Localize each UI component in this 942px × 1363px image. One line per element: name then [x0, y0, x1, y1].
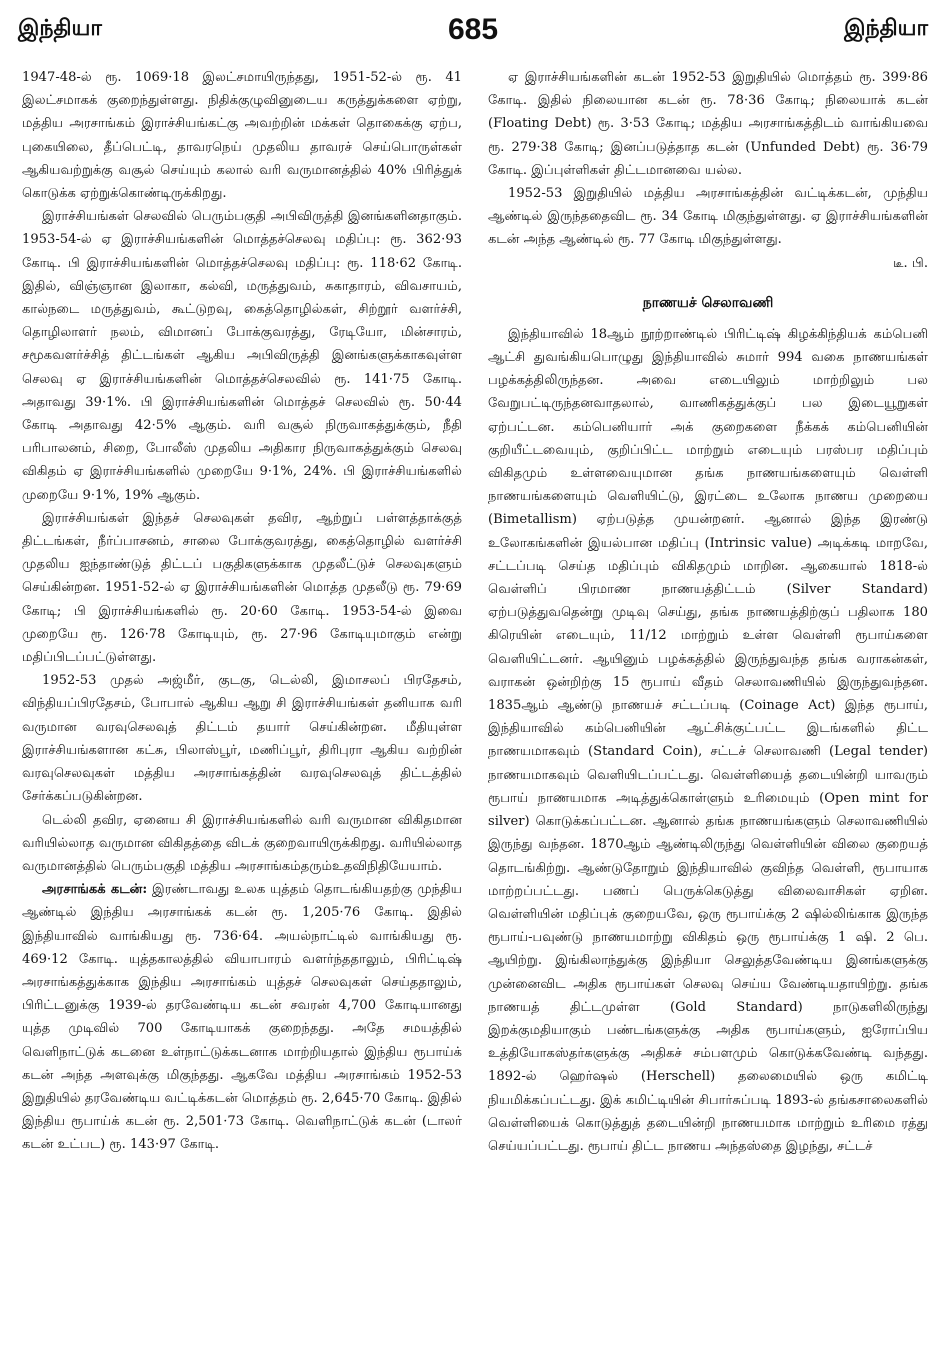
paragraph-body: இரண்டாவது உலக யுத்தம் தொடங்கியதற்கு முந்திய ஆண்டில் இந்திய அரசாங்கக் கடன் ரூ. 1,205·76 கோடி. இதில் இந்தியாவில் வாங்கியது ரூ. 736·64. அயல்நாட்டில் வாங்கியது ரூ. 469·12 கோடி. யுத்தகாலத்தில் வியாபாரம் வளர்ந்ததாலும், பிரிட்டிஷ் அரசாங்கத்துக்காக இந்திய அரசாங்கம் யுத்தச் செலவுகள் செய்ததாலும், பிரிட்டனுக்கு 1939-ல் தரவேண்டிய கடன் சவரன் 4,700 கோடியானது யுத்த முடிவில் 700 கோடியாகக் குறைந்தது. அதே சமயத்தில் வெளிநாட்டுக் கடனை உள்நாட்டுக்கடனாக மாற்றியதால் இந்திய ரூபாய்க் கடன் அந்த அளவுக்கு மிகுந்தது. ஆகவே மத்திய அரசாங்கம் 1952-53 இறுதியில் தரவேண்டிய வட்டிக்கடன் மொத்தம் ரூ. 2,645·70 கோடி. இதில் இந்திய ரூபாய்க் கடன் ரூ. 2,501·73 கோடி. வெளிநாட்டுக் கடன் (டாலர் கடன் உட்பட) ரூ. 143·97 கோடி. — [22, 882, 462, 1153]
paragraph: 1947-48-ல் ரூ. 1069·18 இலட்சமாயிருந்தது, 1951-52-ல் ரூ. 41 இலட்சமாகக் குறைந்துள்ளது. நிதிக்குழுவினுடைய கருத்துக்களை ஏற்று, மத்திய அரசாங்கம் இராச்சியங்கட்கு அவற்றின் மக்கள் தொகைக்கு ஏற்ப, புகையிலை, தீப்பெட்டி, தாவரநெய் முதலிய தாவரச் செய்பொருள்கள் ஆகியவற்றுக்கு வசூல் செய்யும் கலால் வரி வருமானத்தில் 40% பிரித்துக் கொடுக்க ஏற்றுக்கொண்டிருக்கிறது. — [22, 70, 462, 202]
paragraph: டெல்லி தவிர, ஏனைய சி இராச்சியங்களில் வரி வருமான விகிதமான வரியில்லாத வருமான விகிதத்தை விடக் குறைவாயிருக்கிறது. வரியில்லாத வருமானத்தில் பெரும்பகுதி மத்திய அரசாங்கம்தரும்உதவிநிதியேயாம். — [22, 812, 462, 874]
section-heading: நாணயச் செலாவணி — [642, 294, 774, 311]
running-head-right: இந்தியா — [844, 16, 928, 41]
text-columns — [22, 66, 928, 1359]
paragraph: இராச்சியங்கள் செலவில் பெரும்பகுதி அபிவிருத்தி இனங்களினதாகும். 1953-54-ல் ஏ இராச்சியங்களின் மொத்தச்செலவு மதிப்பு: ரூ. 362·93 கோடி. பி இராச்சியங்களின் மொத்தச்செலவு மதிப்பு: ரூ. 118·62 கோடி. இதில், விஞ்ஞான இலாகா, கல்வி, மருத்துவம், சுகாதாரம், விவசாயம், கால்நடை மருத்துவம், கூட்டுறவு, கைத்தொழில்கள், சிற்றூர் வளர்ச்சி, தொழிலாளர் நலம், விமானப் போக்குவரத்து, ரேடியோ, மின்சாரம், சமூகவளர்ச்சித் திட்டங்கள் ஆகிய அபிவிருத்தி இனங்களுக்காகவுள்ள செலவு ஏ இராச்சியங்களின் மொத்தச்செலவில் ரூ. 141·75 கோடி. அதாவது 39·1%. பி இராச்சியங்களின் மொத்தச் செலவில் ரூ. 50·44 கோடி அதாவது 42·5% ஆகும். வரி வசூல் நிருவாகத்துக்கும், நீதி பரிபாலனம், சிறை, போலீஸ் முதலிய அதிகார நிருவாகத்துக்கும் செலவு விகிதம் ஏ இராச்சியங்களில் முறையே 9·1%, 24%. பி இராச்சியங்களில் முறையே 9·1%, 19% ஆகும். — [22, 209, 462, 503]
running-head-left: இந்தியா — [18, 16, 102, 41]
paragraph: ஏ இராச்சியங்களின் கடன் 1952-53 இறுதியில் மொத்தம் ரூ. 399·86 கோடி. இதில் நிலையான கடன் ரூ. 78·36 கோடி; நிலையாக் கடன் (Floating Debt) ரூ. 3·53 கோடி; மத்திய அரசாங்கத்திடம் வாங்கியவை ரூ. 279·38 கோடி; இனப்படுத்தாத கடன் (Unfunded Debt) ரூ. 36·79 கோடி. இப்புள்ளிகள் திட்டமானவை யல்ல. — [488, 70, 928, 178]
left-column — [22, 66, 462, 1359]
paragraph: 1952-53 முதல் அஜ்மீர், குடகு, டெல்லி, இமாசலப் பிரதேசம், விந்தியப்பிரதேசம், போபால் ஆகிய ஆறு சி இராச்சியங்கள் தனியாக வரி வருமான வரவுசெலவுத் திட்டம் தயார் செய்கின்றன. மீதியுள்ள இராச்சியங்களான கட்சு, பிலாஸ்பூர், மணிப்பூர், திரிபுரா ஆகிய வற்றின் வரவுசெலவுகள் மத்திய அரசாங்கத்தின் வரவுசெலவுத் திட்டத்தில் சேர்க்கப்படுகின்றன. — [22, 673, 462, 805]
paragraph-public-debt — [22, 878, 462, 1156]
paragraph-lead-in: அரசாங்கக் கடன்: — [42, 882, 148, 898]
paragraph: இராச்சியங்கள் இந்தச் செலவுகள் தவிர, ஆற்றுப் பள்ளத்தாக்குத் திட்டங்கள், நீர்ப்பாசனம், சாலை போக்குவரத்து, கைத்தொழில் வளர்ச்சி முதலிய ஐந்தாண்டுத் திட்டப் பகுதிகளுக்காக முதலீட்டுச் செலவுகளும் செய்கின்றன. 1951-52-ல் ஏ இராச்சியங்களின் மொத்த முதலீடு ரூ. 79·69 கோடி; பி இராச்சியங்களில் ரூ. 20·60 கோடி. 1953-54-ல் இவை முறையே ரூ. 126·78 கோடியும், ரூ. 27·96 கோடியுமாகும் என்று மதிப்பிடப்பட்டுள்ளது. — [22, 510, 462, 666]
page-number: 685 — [447, 13, 499, 46]
right-column — [488, 66, 928, 1359]
running-head — [18, 10, 928, 50]
author-initials: டீ. பி. — [893, 255, 928, 271]
paragraph: இந்தியாவில் 18ஆம் நூற்றாண்டில் பிரிட்டிஷ் கிழக்கிந்தியக் கம்பெனி ஆட்சி துவங்கியபொழுது இந்தியாவில் சுமார் 994 வகை நாணயங்கள் பழக்கத்திலிருந்தன. அவை எடையிலும் மாற்றிலும் பல வேறுபட்டிருந்தனவாதலால், வாணிகத்துக்குப் பல இடையூறுகள் ஏற்பட்டன. கம்பெனியார் அக் குறைகளை நீக்கக் கம்பெனியின் குறியீட்டவையும், குறிப்பிட்ட மாற்றும் எடையும் பரஸ்பர மதிப்பும் விகிதமும் உள்ளவையுமான தங்க நாணயங்களையும் வெள்ளி நாணயங்களையும் வெளியிட்டு, இரட்டை உலோக நாணய முறையை (Bimetallism) ஏற்படுத்த முயன்றனர். ஆனால் இந்த இரண்டு உலோகங்களின் இயல்பான மதிப்பு (Intrinsic value) அடிக்கடி மாறவே, சட்டப்படி செய்த மதிப்பும் விகிதமும் மாறின. ஆகையால் 1818-ல் வெள்ளிப் பிரமாண நாணயத்திட்டம் (Silver Standard) ஏற்படுத்துவதென்று முடிவு செய்து, தங்க நாணயத்திற்குப் பதிலாக 180 கிரெயின் எடையும், 11/12 மாற்றும் உள்ள வெள்ளி ரூபாய்களை வெளியிட்டனர். ஆயினும் பழக்கத்தில் இருந்துவந்த தங்க வராகன்கள், வராகன் ஒன்றிற்கு 15 ரூபாய் வீதம் செலாவணியில் இருந்துவந்தன. 1835ஆம் ஆண்டு நாணயச் சட்டப்படி (Coinage Act) இந்த ரூபாய், இந்தியாவில் கம்பெனியின் ஆட்சிக்குட்பட்ட இடங்களில் திட்ட நாணயமாகவும் (Standard Coin), சட்டச் செலாவணி (Legal tender) நாணயமாகவும் வெளியிடப்பட்டது. வெள்ளியைத் தடையின்றி யாவரும் ரூபாய் நாணயமாக அடித்துக்கொள்ளும் உரிமையும் (Open mint for silver) கொடுக்கப்பட்டன. ஆனால் தங்க நாணயங்களும் செலாவணியில் இருந்து வந்தன. 1870ஆம் ஆண்டிலிருந்து வெள்ளியின் விலை குறையத் தொடங்கிற்று. ஆண்டுதோறும் இந்தியாவில் குவிந்த வெள்ளி, ரூபாயாக மாற்றப்பட்டது. பணப் பெருக்கெடுத்து விலைவாசிகள் ஏறின. வெள்ளியின் மதிப்புக் குறையவே, ஒரு ரூபாய்க்கு 2 ஷில்லிங்காக இருந்த ரூபாய்-பவுண்டு நாணயமாற்று விகிதம் ஒரு ரூபாய்க்கு 1 ஷி. 2 பெ. ஆயிற்று. இங்கிலாந்துக்கு இந்தியா செலுத்தவேண்டிய இனங்களுக்கு முன்னைவிட அதிக ரூபாய்கள் செலவு செய்ய வேண்டியதாயிற்று. தங்க நாணயத் திட்டமுள்ள (Gold Standard) நாடுகளிலிருந்து இறக்குமதியாகும் பண்டங்களுக்கு அதிக ரூபாய்களும், ஐரோப்பிய உத்தியோகஸ்தர்களுக்கு அதிகச் சம்பளமும் கொடுக்கவேண்டி வந்தது. 1892-ல் ஹெர்ஷல் (Herschell) தலைமையில் ஒரு கமிட்டி நியமிக்கப்பட்டது. இக் கமிட்டியின் சிபார்சுப்படி 1893-ல் தங்கசாலைகளில் வெள்ளியைக் கொடுத்துத் தடையின்றி நாணயமாக மாற்றும் உரிமை ரத்து செய்யப்பட்டது. ரூபாய் திட்ட நாணய அந்தஸ்தை இழந்து, சட்டச் — [488, 326, 928, 1154]
paragraph: 1952-53 இறுதியில் மத்திய அரசாங்கத்தின் வட்டிக்கடன், முந்திய ஆண்டில் இருந்ததைவிட ரூ. 34 கோடி மிகுந்துள்ளது. ஏ இராச்சியங்களின் கடன் அந்த ஆண்டில் ரூ. 77 கோடி மிகுந்துள்ளது. — [488, 186, 928, 248]
